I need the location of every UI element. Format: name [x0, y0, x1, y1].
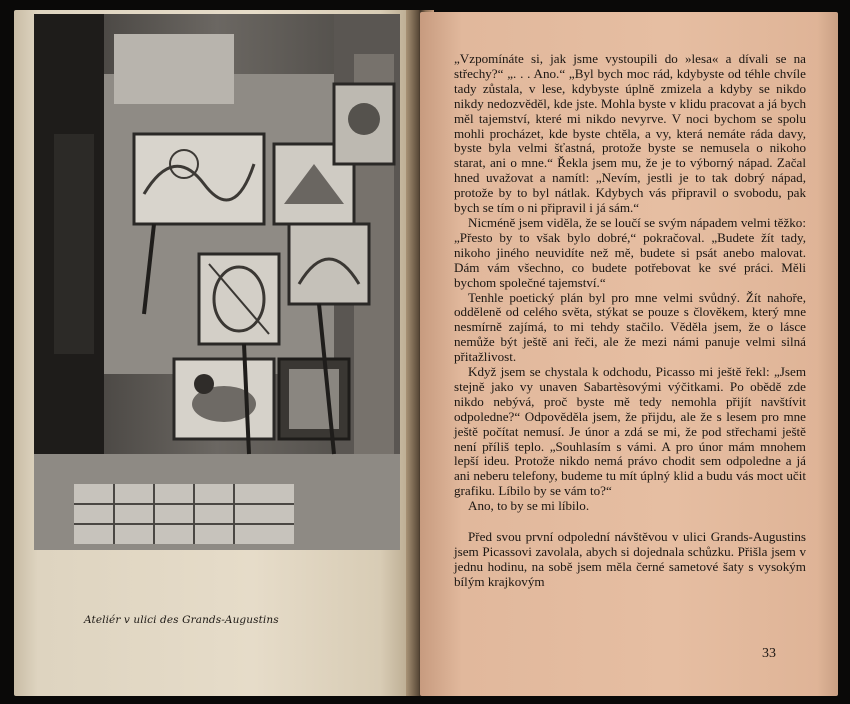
open-book [14, 10, 840, 696]
left-page [14, 10, 412, 696]
atelier-photo-icon [34, 14, 400, 550]
paragraph: Před svou první odpolední návštěvou v ulici Grands-Augustins jsem Picassovi zavolala, abych si dojednala schůzku. Přišla jsem v jednu hodinu, na sobě jsem měla černé sametové šaty s vysokým bílým krajkovým [454, 529, 806, 589]
paragraph: Tenhle poetický plán byl pro mne velmi svůdný. Žít nahoře, odděleně od celého světa, stýkat se pouze s člověkem, který mne nesmírně zajímá, to mi tehdy stačilo. Věděla jsem, že o lásce nemůže být ještě ani řeči, ale že mezi námi panuje velmi silná přitažlivost. [454, 289, 806, 365]
body-text [454, 52, 806, 590]
paragraph: Když jsem se chystala k odchodu, Picasso mi ještě řekl: „Jsem stejně jako vy unaven Sabartèsovými výčitkami. Po obědě zde nikdo nebývá, proč byste mě tedy nemohla přijít navštívit odpoledne?“ Odpověděla jsem, že přijdu, ale že s lesem pro mne ještě počítat nemusí. Je únor a zdá se mi, že pod střechami ještě není příliš teplo. „Souhlasím s vámi. A pro únor mám mnohem lepší ideu. Protože nikdo nemá právo chodit sem odpoledne a já ani neberu telefony, budeme tu mít úplný klid a budu vás moct učit grafiku. Líbilo by se vám to?“ [454, 364, 806, 499]
paragraph: Ano, to by se mi líbilo. [468, 498, 590, 514]
atelier-photo [34, 14, 400, 550]
page-number: 33 [762, 646, 776, 661]
right-page [420, 12, 838, 696]
photo-caption: Ateliér v ulici des Grands-Augustins [84, 614, 279, 626]
paragraph: Nicméně jsem viděla, že se loučí se svým nápadem velmi těžko: „Přesto by to však bylo dobré,“ pokračoval. „Budete žít tady, nikoho jiného neuvidíte než mě, budete si psát anebo malovat. Dám vám všechno, co budete potřebovat ke své práci. Měli bychom společné tajemství.“ [454, 214, 806, 290]
paragraph: „Vzpomínáte si, jak jsme vystoupili do »lesa« a dívali se na střechy?“ „. . . Ano.“ „Byl bych moc rád, kdybyste od téhle chvíle tady zůstala, v lese, kdybyste úplně zmizela a kdyby se nikdo nikdy nedozvěděl, kde jste. Mohla byste v klidu pracovat a já bych měl tajemství, které mi nikdo nevyrve. V noci bychom se spolu mohli procházet, kde byste chtěla, a vy, která nemáte ráda davy, byste byla velmi šťastná, protože byste se nemusela o nikoho starat, ani o mne.“ Řekla jsem mu, že je to výborný nápad. Začal hned uvažovat a namítl: „Nevím, jestli je to tak dobrý nápad, protože by to byl nátlak. Kdybych vás připravil o svobodu, pak bych se tím o ni připravil i já sám.“ [454, 51, 806, 216]
